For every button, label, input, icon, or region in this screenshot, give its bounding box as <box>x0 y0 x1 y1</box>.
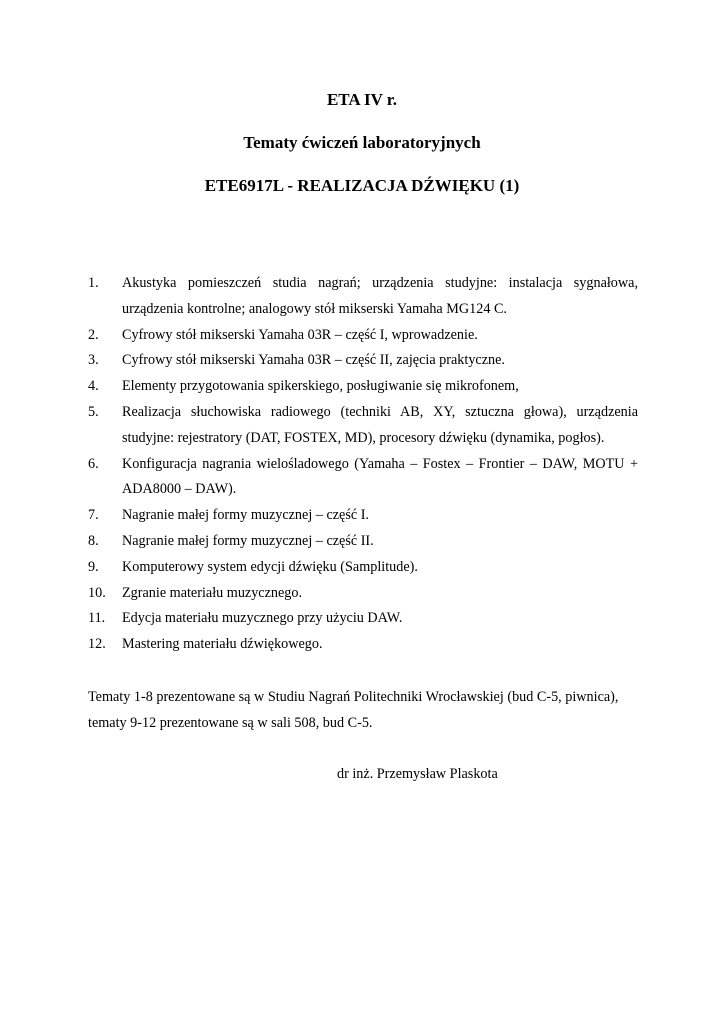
document-subtitle: Tematy ćwiczeń laboratoryjnych <box>243 133 481 152</box>
topic-text: Realizacja słuchowiska radiowego (techniki AB, XY, sztuczna głowa), urządzenia studyjne: rejestratory (DAT, FOSTEX, MD), procesory dźwięku (dynamika, pogłos). <box>122 403 638 446</box>
topic-text: Mastering materiału dźwiękowego. <box>122 636 323 653</box>
topic-item <box>88 374 638 400</box>
document-year-heading: ETA IV r. <box>326 90 398 109</box>
topic-item <box>88 529 638 555</box>
topic-number: 3. <box>88 352 99 369</box>
topic-text: Akustyka pomieszczeń studia nagrań; urządzenia studyjne: instalacja sygnałowa, urządzenia kontrolne; analogowy stół mikserski Yamaha MG124 C. <box>122 275 638 317</box>
topic-item <box>88 348 638 374</box>
topic-number: 4. <box>88 378 99 395</box>
topic-item <box>88 581 638 607</box>
topic-item <box>88 323 638 349</box>
topic-number: 10. <box>88 584 106 601</box>
course-title: ETE6917L - REALIZACJA DŹWIĘKU (1) <box>204 176 520 195</box>
topic-number: 8. <box>88 532 99 549</box>
topic-number: 5. <box>88 403 99 420</box>
topic-text: Konfiguracja nagrania wielośladowego (Yamaha – Fostex – Frontier – DAW, MOTU + ADA8000 – DAW). <box>122 455 638 498</box>
topic-number: 6. <box>88 455 99 472</box>
topic-list <box>88 271 638 658</box>
topic-text: Elementy przygotowania spikerskiego, posługiwanie się mikrofonem, <box>122 378 519 395</box>
topic-number: 12. <box>88 636 106 653</box>
topic-text: Zgranie materiału muzycznego. <box>122 584 303 601</box>
topic-number: 11. <box>88 610 106 627</box>
topic-number: 7. <box>88 507 99 524</box>
location-note: Tematy 1-8 prezentowane są w Studiu Nagrań Politechniki Wrocławskiej (bud C-5, piwnica), tematy 9-12 prezentowane są w sali 508, bud C-5. <box>88 689 619 731</box>
topic-item <box>88 606 638 632</box>
topic-number: 2. <box>88 326 99 343</box>
topic-text: Cyfrowy stół mikserski Yamaha 03R – część II, zajęcia praktyczne. <box>122 352 505 369</box>
topic-item <box>88 555 638 581</box>
topic-item <box>88 400 638 452</box>
topic-item <box>88 271 638 323</box>
topic-text: Edycja materiału muzycznego przy użyciu DAW. <box>122 610 403 627</box>
topic-item <box>88 632 638 658</box>
topic-number: 1. <box>88 275 99 291</box>
topic-item <box>88 452 638 504</box>
topic-text: Cyfrowy stół mikserski Yamaha 03R – część I, wprowadzenie. <box>122 326 478 343</box>
topic-text: Komputerowy system edycji dźwięku (Samplitude). <box>122 558 418 575</box>
author-signature: dr inż. Przemysław Plaskota <box>337 766 498 782</box>
topic-number: 9. <box>88 558 99 575</box>
topic-item <box>88 503 638 529</box>
topic-text: Nagranie małej formy muzycznej – część I. <box>122 507 369 524</box>
topic-text: Nagranie małej formy muzycznej – część II. <box>122 532 374 549</box>
